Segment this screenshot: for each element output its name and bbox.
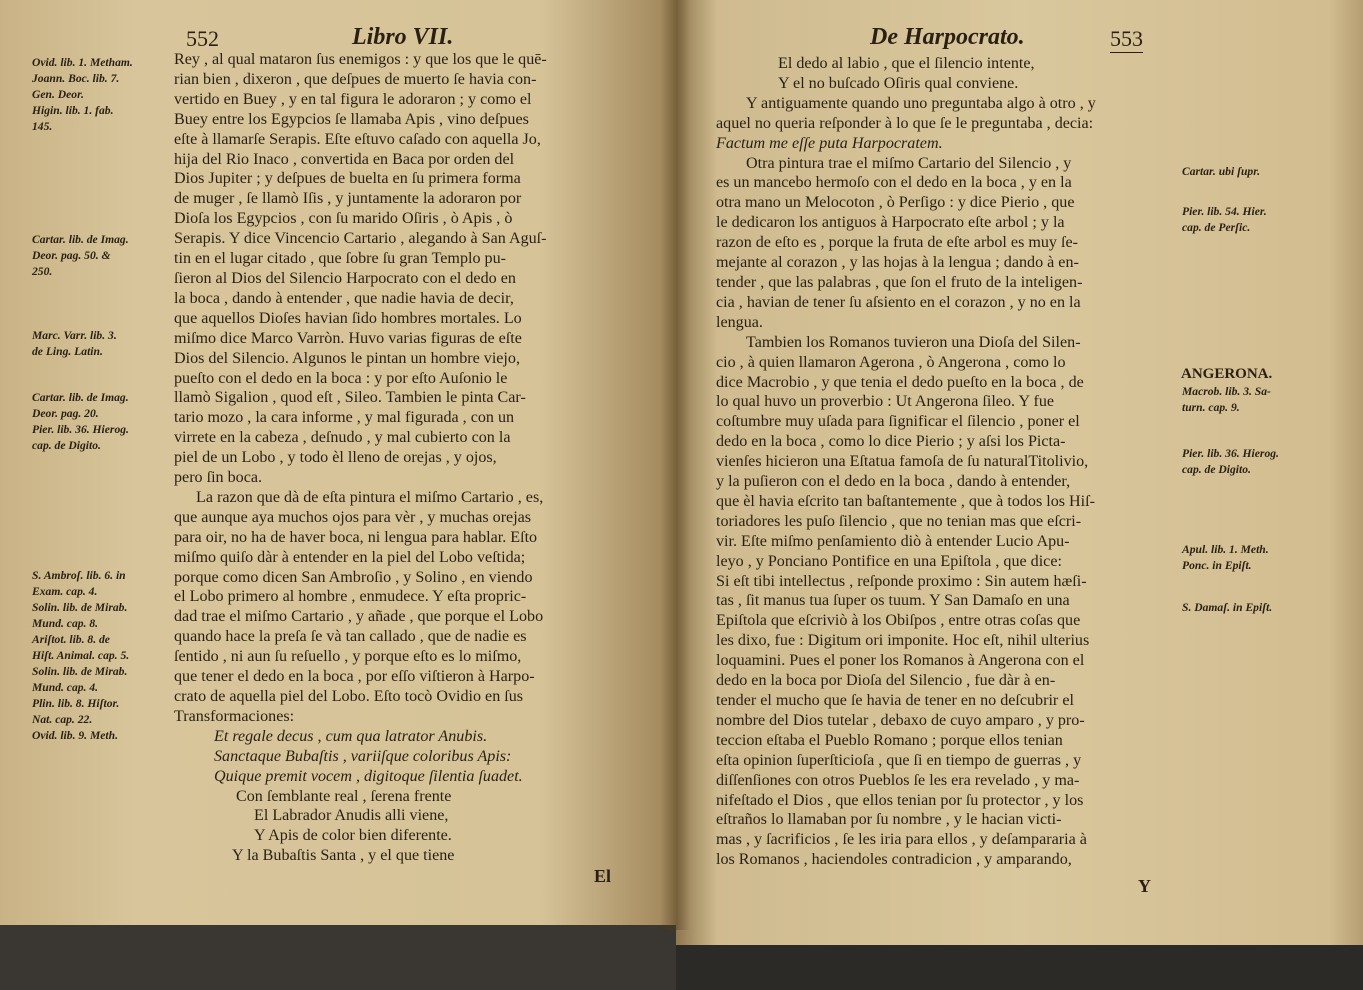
text-line: llamò Sigalion , quod eſt , Sileo. Tambien le pinta Car- <box>174 389 526 407</box>
margin-note: Cartar. lib. de Imag. Deor. pag. 50. & 250. <box>32 233 129 278</box>
margin-note: Pier. lib. 54. Hier. cap. de Perſic. <box>1182 205 1267 234</box>
catchword: Y <box>1138 876 1151 896</box>
text-line: Dioſa los Egypcios , con ſu marido Oſiris , ò Apis , ò <box>174 210 513 228</box>
catchword: El <box>594 866 612 886</box>
text-line: miſmo dice Marco Varròn. Huvo varias figuras de eſte <box>174 329 522 347</box>
running-head: Libro VII. <box>352 24 454 50</box>
margin-note: Pier. lib. 36. Hierog. cap. de Digito. <box>1182 447 1279 476</box>
text-line: ſieron al Dios del Silencio Harpocrato con el dedo en <box>174 269 516 287</box>
page-number: 553 <box>1110 26 1143 51</box>
margin-note: Cartar. lib. de Imag. Deor. pag. 20. Pier. lib. 36. Hierog. cap. de Digito. <box>32 391 129 452</box>
text-line: otra mano un Melocoton , ò Perſigo : y dice Pierio , que <box>716 194 1075 212</box>
book-gutter <box>660 0 690 930</box>
text-line: es un mancebo hermoſo con el dedo en la boca , y en la <box>716 174 1072 192</box>
right-page <box>676 0 1363 945</box>
text-line: los Romanos , haciendoles contradicion , y amparando, <box>716 851 1072 869</box>
text-line: el Lobo primero al hombre , enmudece. Y eſta propric- <box>174 588 527 606</box>
text-line: Tambien los Romanos tuvieron una Dioſa del Silen- <box>746 333 1081 351</box>
text-line: teccion eſtaba el Pueblo Romano ; porque ellos tenian <box>716 731 1063 749</box>
text-line: tario mozo , la cara informe , y mal figurada , con un <box>174 409 515 427</box>
text-line: leyo , y Ponciano Pontifice en una Epiſtola , que dice: <box>716 552 1062 570</box>
text-line: mas , y ſacrificios , ſe les iria para ellos , y deſampararia à <box>716 831 1087 849</box>
text-line: la boca , dando à entender , que nadie havia de decir, <box>174 289 514 307</box>
text-line: eſta opinion ſuperſticioſa , que ſi en tiempo de guerras , y <box>716 751 1082 769</box>
text-line: dedo en la boca por Dioſa del Silencio , fue dàr à en- <box>716 672 1056 690</box>
text-line: dad trae el miſmo Cartario , y añade , que porque el Lobo <box>174 608 544 626</box>
page-number: 552 <box>186 26 219 51</box>
verse-line: Y el no buſcado Oſiris qual conviene. <box>778 74 1019 92</box>
text-line: Transformaciones: <box>174 707 295 725</box>
text-line: pueſto con el dedo en la boca : y por eſto Auſonio le <box>174 369 508 387</box>
text-line: Rey , al qual mataron ſus enemigos : y que los que le quē- <box>174 51 547 68</box>
spanish-verse-line: Y Apis de color bien diferente. <box>254 827 452 845</box>
text-line: loquamini. Pues el poner los Romanos à Angerona con el <box>716 652 1085 670</box>
text-line: dice Macrobio , y que tenia el dedo pueſto en la boca , de <box>716 373 1084 391</box>
margin-note: Macrob. lib. 3. Sa- turn. cap. 9. <box>1182 385 1271 414</box>
text-line: porque como dicen San Ambroſio , y Solino , en viendo <box>174 568 533 586</box>
latin-verse-line: Quique premit vocem , digitoque ſilentia ſuadet. <box>214 767 523 785</box>
left-body-text <box>174 50 624 866</box>
text-line: quando hace la preſa ſe và tan callado , que de nadie es <box>174 628 527 646</box>
text-line: de muger , ſe llamò Iſis , y juntamente la adoraron por <box>174 190 522 208</box>
text-line: ſentido , ni aun ſu reſuello , y porque eſto es lo miſmo, <box>174 648 522 666</box>
text-line: nombre del Dios tutelar , debaxo de cuyo amparo , y pro- <box>716 711 1085 729</box>
text-line: Otra pintura trae el miſmo Cartario del Silencio , y <box>746 154 1072 172</box>
text-line: razon de eſto es , porque la fruta de eſte arbol es muy ſe- <box>716 234 1078 252</box>
text-line: tender el mucho que ſe havia de tener en no deſcubrir el <box>716 692 1074 709</box>
spanish-verse-line: Y la Bubaſtis Santa , y el que tiene <box>232 847 455 865</box>
text-line: tas , ſit manus tua ſuper os tuum. Y San Damaſo en una <box>716 592 1070 610</box>
latin-verse-line: Sanctaque Bubaſtis , variiſque coloribus Apis: <box>214 747 512 765</box>
text-line: lengua. <box>716 313 763 331</box>
latin-verse-line: Et regale decus , cum qua latrator Anubis. <box>214 727 488 745</box>
text-line: vertido en Buey , y en tal figura le adoraron ; y como el <box>174 90 532 108</box>
margin-note: Marc. Varr. lib. 3. de Ling. Latin. <box>32 329 117 358</box>
table-surface <box>0 925 676 990</box>
text-line: hija del Rio Inaco , convertida en Baca por orden del <box>174 150 515 168</box>
text-line: dedo en la boca , como lo dice Pierio ; y aſsi los Picta- <box>716 433 1066 451</box>
margin-note: Ovid. lib. 1. Metham. Joann. Boc. lib. 7. Gen. Deor. Higin. lib. 1. fab. 145. <box>32 56 133 133</box>
text-line: Si eſt tibi intellectus , reſponde proximo : Sin autem hæſi- <box>716 572 1087 590</box>
text-line: nifeſtado el Dios , que ellos tenian por ſu protector , y los <box>716 791 1084 809</box>
text-line: rian bien , dixeron , que deſpues de muerto ſe havia con- <box>174 70 537 88</box>
text-line: piel de un Lobo , y todo èl lleno de orejas , y ojos, <box>174 449 497 467</box>
margin-note: Cartar. ubi ſupr. <box>1182 165 1260 178</box>
text-line: que aquellos Dioſes havian ſido hombres mortales. Lo <box>174 309 522 327</box>
text-line: pero ſin boca. <box>174 469 263 487</box>
text-line: tender , que las palabras , que ſon el fruto de la inteligen- <box>716 273 1083 291</box>
text-line: Epiſtola que eſcriviò à los Obiſpos , entre otras coſas que <box>716 612 1081 630</box>
text-line: diſſenſiones con otros Pueblos ſe les era revelado , y ma- <box>716 771 1080 789</box>
margin-note: S. Ambroſ. lib. 6. in Exam. cap. 4. Solin. lib. de Mirab. Mund. cap. 8. Ariſtot. lib. 8. de Hiſt. Animal. cap. 5. Solin. lib. de Mirab. Mund. cap. 4. Plin. lib. 8. Hiſtor. Nat. cap. 22. Ovid. lib. 9. Meth. <box>32 569 130 742</box>
text-line: Factum me eſſe puta Harpocratem. <box>716 134 943 152</box>
text-line: para oir, no ha de haver boca, ni lengua para hablar. Eſto <box>174 528 538 546</box>
text-line: Y antiguamente quando uno preguntaba algo à otro , y <box>746 94 1096 112</box>
text-line: les dixo, fue : Digitum ori imponite. Hoc eſt, nihil ulterius <box>716 632 1090 650</box>
spanish-verse-line: Con ſemblante real , ſerena frente <box>236 787 452 805</box>
text-line: toriadores les puſo ſilencio , que no tenian mas que eſcri- <box>716 512 1082 530</box>
text-line: le dedicaron los antiguos à Harpocrato eſte arbol ; y la <box>716 214 1065 232</box>
left-page <box>0 0 676 925</box>
text-line: lo qual huvo un proverbio : Ut Angerona ſileo. Y fue <box>716 393 1055 411</box>
text-line: virrete en la cabeza , deſnudo , y mal cubierto con la <box>174 429 511 447</box>
text-line: Serapis. Y dice Vincencio Cartario , alegando à San Aguſ- <box>174 230 547 248</box>
text-line: Buey entre los Egypcios ſe llamaba Apis , vino deſpues <box>174 110 529 128</box>
text-line: miſmo quiſo dàr à entender en la piel del Lobo veſtida; <box>174 548 526 566</box>
text-line: vienſes hicieron una Eſtatua famoſa de ſu naturalTitolivio, <box>716 453 1089 471</box>
text-line: eſtraños lo llamaban por ſu nombre , y le hacian victi- <box>716 811 1062 829</box>
text-line: que tener el dedo en la boca , por eſſo viſtieron à Harpo- <box>174 668 535 686</box>
margin-heading: ANGERONA. <box>1181 366 1273 382</box>
text-line: vir. Eſte miſmo penſamiento diò à entender Lucio Apu- <box>716 532 1070 550</box>
text-line: Dios del Silencio. Algunos le pintan un hombre viejo, <box>174 349 520 367</box>
margin-note: Apul. lib. 1. Meth. Ponc. in Epiſt. <box>1182 543 1269 572</box>
spanish-verse-line: El Labrador Anudis alli viene, <box>254 807 449 825</box>
text-line: Dios Jupiter ; y deſpues de buelta en ſu primera forma <box>174 170 521 188</box>
text-line: La razon que dà de eſta pintura el miſmo Cartario , es, <box>196 488 544 506</box>
text-line: tin en el lugar citado , que ſobre ſu gran Templo pu- <box>174 250 506 268</box>
text-line: que èl havia eſcrito tan baſtantemente , que à todos los Hiſ- <box>716 492 1095 510</box>
text-line: crato de aquella piel del Lobo. Eſto tocò Ovidio en ſus <box>174 688 524 705</box>
text-line: cio , à quien llamaron Agerona , ò Angerona , como lo <box>716 353 1066 371</box>
text-line: y la puſieron con el dedo en la boca , dando à entender, <box>716 473 1071 491</box>
text-line: cia , havian de tener ſu aſsiento en el corazon , y no en la <box>716 293 1081 311</box>
text-line: coſtumbre muy uſada para ſignificar el ſilencio , poner el <box>716 413 1080 431</box>
text-line: aquel no queria reſponder à lo que ſe le preguntaba , decia: <box>716 114 1094 132</box>
verse-line: El dedo al labio , que el ſilencio intente, <box>778 55 1035 72</box>
text-line: que aunque aya muchos ojos para vèr , y muchas orejas <box>174 508 532 526</box>
text-line: eſte à llamarſe Serapis. Eſte eſtuvo caſado con aquella Jo, <box>174 130 541 148</box>
text-line: mejante al corazon , y las hojas à la lengua ; dando à en- <box>716 254 1079 272</box>
margin-note: S. Damaſ. in Epiſt. <box>1182 601 1273 614</box>
running-head: De Harpocrato. <box>870 24 1025 50</box>
right-body-text <box>716 54 1168 870</box>
